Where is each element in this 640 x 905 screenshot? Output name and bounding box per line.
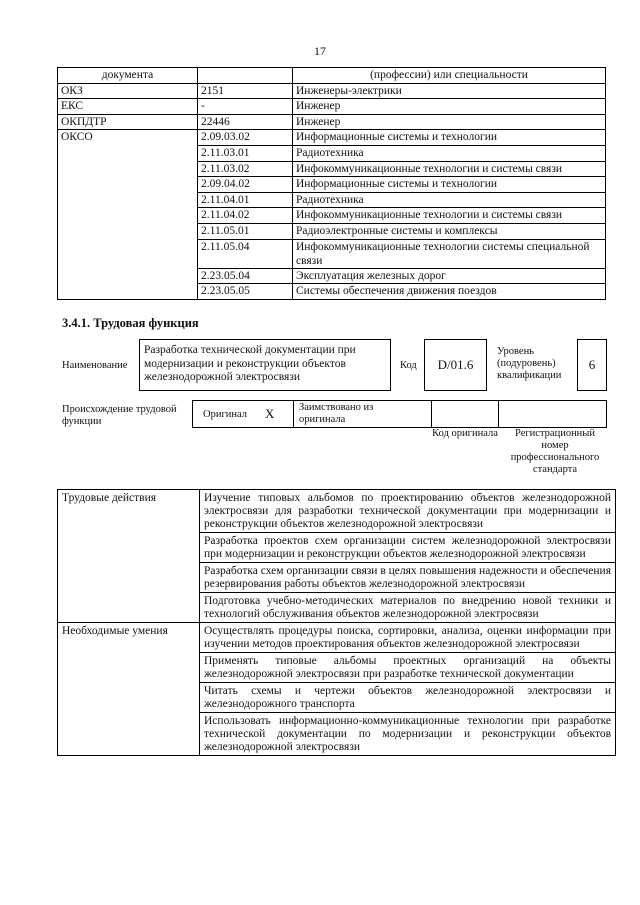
code-cell: 22446: [198, 114, 293, 130]
code-cell: 2.11.03.02: [198, 161, 293, 177]
original-mark: X: [265, 406, 275, 421]
codes-row: [58, 161, 606, 177]
specialty-cell: Системы обеспечения движения поездов: [293, 284, 606, 300]
labor-action-item: Подготовка учебно-методических материалов по внедрению новой техники и технологий обслуживания объектов железнодорожной электросвязи: [200, 593, 616, 623]
codes-row: [58, 177, 606, 193]
page-number: 17: [314, 44, 326, 58]
codes-row: [58, 114, 606, 130]
document-type-cell: [58, 284, 198, 300]
original-cell: [192, 400, 294, 428]
document-type-cell: [58, 268, 198, 284]
origin-code-cell: [431, 400, 499, 428]
specialty-cell: Инфокоммуникационные технологии и системы связи: [293, 208, 606, 224]
skill-row: [58, 623, 616, 653]
code-cell: 2.11.05.01: [198, 223, 293, 239]
document-type-cell: [58, 192, 198, 208]
codes-row: [58, 268, 606, 284]
specialty-cell: Информационные системы и технологии: [293, 130, 606, 146]
document-type-cell: [58, 208, 198, 224]
specialty-cell: Эксплуатация железных дорог: [293, 268, 606, 284]
skill-item: Осуществлять процедуры поиска, сортировки, анализа, оценки информации при изучении методов проектирования объектов железнодорожной электросвязи: [200, 623, 616, 653]
labor-action-row: [58, 490, 616, 533]
document-type-cell: [58, 177, 198, 193]
codes-header-cell: документа: [58, 68, 198, 84]
codes-row: [58, 223, 606, 239]
specialty-cell: Радиоэлектронные системы и комплексы: [293, 223, 606, 239]
skill-item: Читать схемы и чертежи объектов железнодорожной электросвязи и железнодорожного транспорта: [200, 683, 616, 713]
specialty-cell: Радиотехника: [293, 145, 606, 161]
code-cell: 2.09.03.02: [198, 130, 293, 146]
specialty-cell: Инфокоммуникационные технологии и системы связи: [293, 161, 606, 177]
borrowed-cell: [293, 400, 432, 428]
section-heading: 3.4.1. Трудовая функция: [62, 316, 199, 330]
codes-row: [58, 99, 606, 115]
specialty-cell: Радиотехника: [293, 192, 606, 208]
borrowed-label: Заимствовано из оригинала: [299, 402, 374, 425]
code-cell: 2.11.05.04: [198, 239, 293, 268]
origin-label: Происхождение трудовой функции: [62, 404, 177, 427]
code-cell: 2.11.04.01: [198, 192, 293, 208]
codes-row: [58, 208, 606, 224]
code-cell: 2151: [198, 83, 293, 99]
codes-row: [58, 284, 606, 300]
codes-row: [58, 83, 606, 99]
codes-header-row: [58, 68, 606, 84]
code-cell: 2.11.03.01: [198, 145, 293, 161]
document-type-cell: [58, 161, 198, 177]
code-cell: 2.23.05.05: [198, 284, 293, 300]
labor-function-table: [57, 489, 616, 756]
code-cell: 2.23.05.04: [198, 268, 293, 284]
labor-action-item: Разработка проектов схем организации систем железнодорожной электросвязи при модернизации и реконструкции объектов железнодорожной электросвязи: [200, 533, 616, 563]
qualification-level-box: [577, 339, 607, 391]
original-label: Оригинал: [203, 409, 247, 420]
labor-action-label: Трудовые действия: [58, 490, 200, 623]
labor-action-item: Разработка схем организации связи в целях повышения надежности и обеспечения резервирования работы объектов железнодорожной электросвязи: [200, 563, 616, 593]
document-type-cell: [58, 239, 198, 268]
skill-item: Использовать информационно-коммуникационные технологии при разработке технической документации по модернизации и реконструкции объектов железнодорожной электросвязи: [200, 713, 616, 756]
document-type-cell: [58, 145, 198, 161]
codes-header-cell: [198, 68, 293, 84]
level-label: Уровень (подуровень) квалификации: [497, 346, 562, 381]
specialty-cell: Инженер: [293, 99, 606, 115]
name-label: Наименование: [62, 360, 128, 371]
specialty-cell: Инженеры-электрики: [293, 83, 606, 99]
code-cell: 2.11.04.02: [198, 208, 293, 224]
labor-action-item: Изучение типовых альбомов по проектированию объектов железнодорожной электросвязи для разработки технической документации при модернизации и реконструкции объектов железнодорожной электросвязи: [200, 490, 616, 533]
specialty-cell: Информационные системы и технологии: [293, 177, 606, 193]
codes-row: [58, 192, 606, 208]
code-cell: 2.09.04.02: [198, 177, 293, 193]
skill-label: Необходимые умения: [58, 623, 200, 756]
function-name-box: [139, 339, 391, 391]
code-label: Код: [400, 360, 417, 371]
codes-row: [58, 145, 606, 161]
specialty-cell: Инженер: [293, 114, 606, 130]
codes-row: [58, 239, 606, 268]
document-type-cell: [58, 223, 198, 239]
skill-item: Применять типовые альбомы проектных организаций на объекты железнодорожной электросвязи при разработке технической документации: [200, 653, 616, 683]
origin-code-label: Код оригинала: [432, 428, 498, 439]
document-type-cell: ЕКС: [58, 99, 198, 115]
codes-header-cell: (профессии) или специальности: [293, 68, 606, 84]
function-name-value: Разработка технической документации при модернизации и реконструкции объектов железнодорожной электросвязи: [144, 344, 356, 383]
document-type-cell: ОКПДТР: [58, 114, 198, 130]
code-cell: -: [198, 99, 293, 115]
document-type-cell: ОКЗ: [58, 83, 198, 99]
codes-row: [58, 130, 606, 146]
reg-number-label: Регистрационный номер профессионального стандарта: [510, 428, 600, 475]
classification-codes-table: [57, 67, 606, 300]
specialty-cell: Инфокоммуникационные технологии системы специальной связи: [293, 239, 606, 268]
reg-number-cell: [498, 400, 607, 428]
function-code-value: D/01.6: [437, 357, 474, 372]
document-type-cell: ОКСО: [58, 130, 198, 146]
qualification-level-value: 6: [588, 357, 596, 372]
function-code-box: [424, 339, 487, 391]
